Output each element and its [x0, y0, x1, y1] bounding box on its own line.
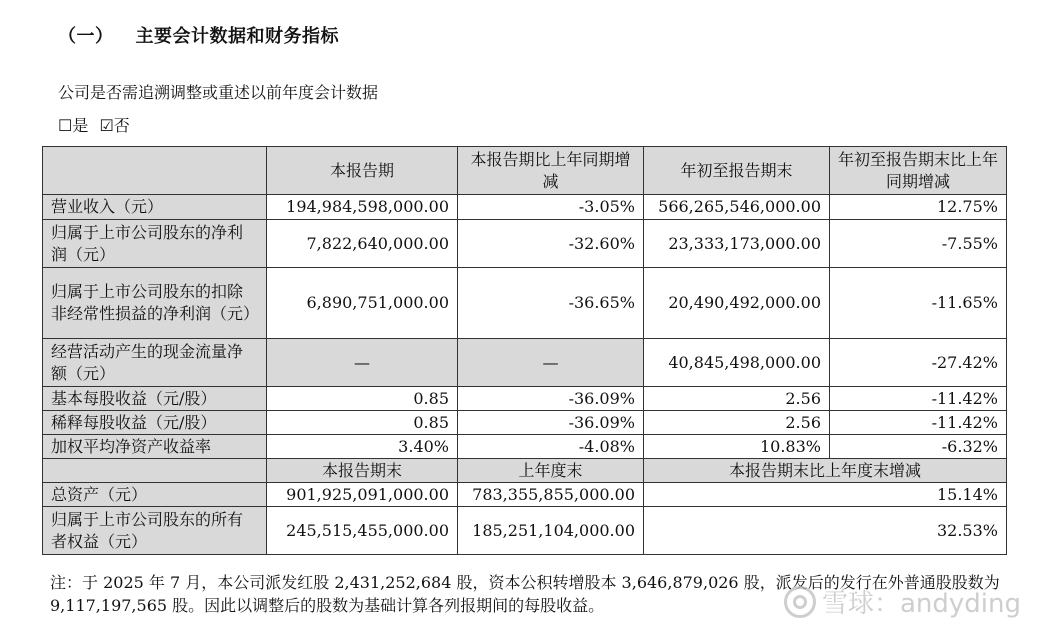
section-heading: [58, 22, 339, 48]
restatement-choices: [58, 113, 130, 136]
cell-value: 40,845,498,000.00: [644, 339, 830, 387]
cell-value: 7,822,640,000.00: [267, 220, 458, 268]
table-row: [43, 195, 1007, 220]
header-cell-empty: [43, 147, 267, 195]
header-ytd-change: 年初至报告期末比上年同期增减: [830, 147, 1007, 195]
restatement-question: 公司是否需追溯调整或重述以前年度会计数据: [58, 83, 379, 102]
financial-data-table: [42, 146, 1007, 555]
cell-value: -27.42%: [830, 339, 1007, 387]
table-row: [43, 387, 1007, 411]
row-label: 总资产（元）: [43, 483, 267, 507]
table-row: [43, 339, 1007, 387]
snowball-logo-icon: [784, 586, 816, 618]
no-label: 否: [113, 116, 130, 135]
cell-value: -6.32%: [830, 435, 1007, 459]
subheader-prior-year-end: 上年度末: [458, 459, 644, 483]
cell-value: -36.65%: [458, 268, 644, 339]
cell-value: 0.85: [267, 411, 458, 435]
cell-value: 194,984,598,000.00: [267, 195, 458, 220]
cell-value: -11.42%: [830, 387, 1007, 411]
cell-value: 185,251,104,000.00: [458, 507, 644, 555]
cell-value: -11.65%: [830, 268, 1007, 339]
row-label: 营业收入（元）: [43, 195, 267, 220]
row-label: 加权平均净资产收益率: [43, 435, 267, 459]
section-number: （一）: [58, 26, 114, 47]
row-label: 稀释每股收益（元/股）: [43, 411, 267, 435]
cell-value: -36.09%: [458, 387, 644, 411]
section-title: 主要会计数据和财务指标: [135, 26, 339, 47]
row-label: 归属于上市公司股东的净利润（元）: [43, 220, 267, 268]
cell-value-na: —: [267, 339, 458, 387]
cell-value: -32.60%: [458, 220, 644, 268]
watermark-text: 雪球：andyding: [821, 589, 1021, 619]
row-label: 归属于上市公司股东的扣除非经常性损益的净利润（元）: [43, 268, 267, 339]
cell-value: 566,265,546,000.00: [644, 195, 830, 220]
cell-value: -11.42%: [830, 411, 1007, 435]
cell-value: 2.56: [644, 411, 830, 435]
subheader-cell-empty: [43, 459, 267, 483]
cell-value: 12.75%: [830, 195, 1007, 220]
cell-value: 2.56: [644, 387, 830, 411]
table-row: [43, 411, 1007, 435]
header-ytd: 年初至报告期末: [644, 147, 830, 195]
header-current-period: 本报告期: [267, 147, 458, 195]
table-subheader-row: [43, 459, 1007, 483]
subheader-change: 本报告期末比上年度末增减: [644, 459, 1007, 483]
row-label: 归属于上市公司股东的所有者权益（元）: [43, 507, 267, 555]
yes-label: 是: [72, 116, 89, 135]
table-row: [43, 268, 1007, 339]
cell-value: 901,925,091,000.00: [267, 483, 458, 507]
row-label: 基本每股收益（元/股）: [43, 387, 267, 411]
cell-value: -36.09%: [458, 411, 644, 435]
cell-value: 0.85: [267, 387, 458, 411]
cell-value: -7.55%: [830, 220, 1007, 268]
table-row: [43, 435, 1007, 459]
table-row: [43, 507, 1007, 555]
header-current-period-change: 本报告期比上年同期增减: [458, 147, 644, 195]
table-row: [43, 220, 1007, 268]
yes-checkbox-icon: ☐: [58, 116, 73, 135]
watermark: [784, 583, 1021, 620]
cell-value: 20,490,492,000.00: [644, 268, 830, 339]
cell-value: 783,355,855,000.00: [458, 483, 644, 507]
cell-value-na: —: [458, 339, 644, 387]
table-row: [43, 483, 1007, 507]
cell-value: 23,333,173,000.00: [644, 220, 830, 268]
subheader-period-end: 本报告期末: [267, 459, 458, 483]
cell-value: 10.83%: [644, 435, 830, 459]
cell-value: 3.40%: [267, 435, 458, 459]
cell-value: 245,515,455,000.00: [267, 507, 458, 555]
table-header-row: [43, 147, 1007, 195]
cell-value: 6,890,751,000.00: [267, 268, 458, 339]
cell-value: 15.14%: [644, 483, 1007, 507]
no-checkbox-icon: ☑: [99, 116, 114, 135]
cell-value: -3.05%: [458, 195, 644, 220]
cell-value: -4.08%: [458, 435, 644, 459]
row-label: 经营活动产生的现金流量净额（元）: [43, 339, 267, 387]
cell-value: 32.53%: [644, 507, 1007, 555]
footnote: 注：于 2025 年 7 月，本公司派发红股 2,431,252,684 股，资本公积转增股本 3,646,879,026 股，派发后的发行在外普通股股数为 9,117,197,565 股。因此以调整后的股数为基础计算各列报期间的每股收益。: [50, 573, 1000, 615]
